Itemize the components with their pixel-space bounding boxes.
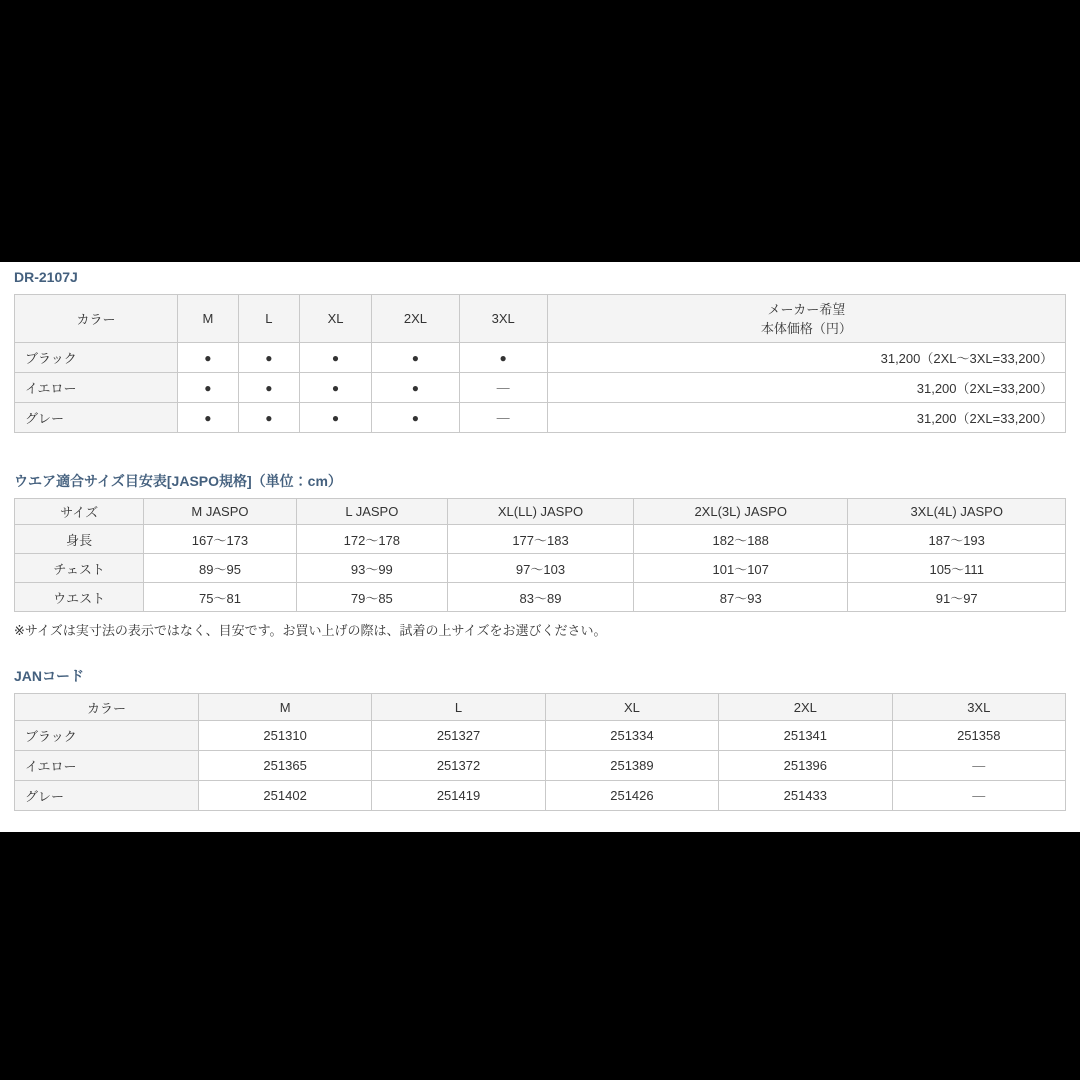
availability-price-table — [14, 294, 1066, 433]
table-row — [15, 525, 1066, 554]
data-cell: 97～103 — [448, 554, 634, 583]
data-cell: 31,200（2XL=33,200） — [547, 403, 1065, 433]
table-row — [15, 583, 1066, 612]
table-row — [15, 343, 1066, 373]
column-header: XL — [299, 295, 372, 343]
column-header: 3XL(4L) JASPO — [848, 499, 1066, 525]
data-cell: ● — [299, 373, 372, 403]
header-row — [15, 295, 1066, 343]
data-cell: 251419 — [372, 781, 545, 811]
data-cell: 187～193 — [848, 525, 1066, 554]
data-cell: 251396 — [719, 751, 892, 781]
data-cell: 251334 — [545, 721, 718, 751]
data-cell: 31,200（2XL=33,200） — [547, 373, 1065, 403]
table-row — [15, 554, 1066, 583]
data-cell: ● — [238, 373, 299, 403]
row-header-cell: イエロー — [15, 751, 199, 781]
data-cell: 167～173 — [144, 525, 296, 554]
data-cell: 177～183 — [448, 525, 634, 554]
column-header: L — [372, 694, 545, 721]
data-cell: 89～95 — [144, 554, 296, 583]
data-cell: 93～99 — [296, 554, 447, 583]
header-row — [15, 499, 1066, 525]
data-cell: 87～93 — [634, 583, 848, 612]
column-header: L JASPO — [296, 499, 447, 525]
data-cell: 251358 — [892, 721, 1065, 751]
data-cell: 182～188 — [634, 525, 848, 554]
data-cell: 251327 — [372, 721, 545, 751]
data-cell: 91～97 — [848, 583, 1066, 612]
column-header: XL(LL) JASPO — [448, 499, 634, 525]
column-header: カラー — [15, 694, 199, 721]
column-header: 2XL(3L) JASPO — [634, 499, 848, 525]
product-code-title: DR-2107J — [14, 269, 78, 285]
data-cell: 251433 — [719, 781, 892, 811]
jan-code-title: JANコード — [14, 668, 85, 684]
table-row — [15, 751, 1066, 781]
row-header-cell: チェスト — [15, 554, 144, 583]
data-cell: 83～89 — [448, 583, 634, 612]
jan-code-table — [14, 693, 1066, 811]
column-header: カラー — [15, 295, 178, 343]
data-cell: — — [892, 781, 1065, 811]
data-cell: ● — [177, 343, 238, 373]
letterbox-bottom — [0, 832, 1080, 1080]
column-header: M — [177, 295, 238, 343]
column-header-line: メーカー希望 — [767, 301, 846, 317]
letterbox-top — [0, 0, 1080, 262]
data-cell: ● — [299, 403, 372, 433]
header-row — [15, 694, 1066, 721]
data-cell: 172～178 — [296, 525, 447, 554]
table-row — [15, 781, 1066, 811]
data-cell: ● — [177, 373, 238, 403]
jaspo-size-table — [14, 498, 1066, 612]
data-cell: 251402 — [198, 781, 371, 811]
data-cell: 251341 — [719, 721, 892, 751]
data-cell: — — [892, 751, 1065, 781]
table-row — [15, 721, 1066, 751]
data-cell: 251372 — [372, 751, 545, 781]
column-header: L — [238, 295, 299, 343]
data-cell: 251310 — [198, 721, 371, 751]
row-header-cell: ブラック — [15, 721, 199, 751]
row-header-cell: グレー — [15, 781, 199, 811]
data-cell: 251365 — [198, 751, 371, 781]
data-cell: 251426 — [545, 781, 718, 811]
data-cell: 75～81 — [144, 583, 296, 612]
size-chart-title: ウエア適合サイズ目安表[JASPO規格]（単位：cm） — [14, 473, 342, 489]
data-cell: — — [459, 373, 547, 403]
column-header: M JASPO — [144, 499, 296, 525]
column-header: 3XL — [459, 295, 547, 343]
data-cell: ● — [238, 343, 299, 373]
data-cell: ● — [238, 403, 299, 433]
content-area — [0, 262, 1080, 832]
data-cell: ● — [177, 403, 238, 433]
data-cell: 251389 — [545, 751, 718, 781]
size-note: ※サイズは実寸法の表示ではなく、目安です。お買い上げの際は、試着の上サイズをお選びください。 — [14, 623, 607, 638]
data-cell: ● — [372, 403, 459, 433]
data-cell: 105～111 — [848, 554, 1066, 583]
table-row — [15, 373, 1066, 403]
data-cell: ● — [459, 343, 547, 373]
data-cell: 101～107 — [634, 554, 848, 583]
data-cell: 31,200（2XL～3XL=33,200） — [547, 343, 1065, 373]
row-header-cell: イエロー — [15, 373, 178, 403]
column-header — [547, 295, 1065, 343]
data-cell: ● — [299, 343, 372, 373]
column-header: M — [198, 694, 371, 721]
row-header-cell: グレー — [15, 403, 178, 433]
column-header: 3XL — [892, 694, 1065, 721]
column-header: 2XL — [372, 295, 459, 343]
data-cell: ● — [372, 343, 459, 373]
column-header: XL — [545, 694, 718, 721]
row-header-cell: ブラック — [15, 343, 178, 373]
table-row — [15, 403, 1066, 433]
data-cell: ● — [372, 373, 459, 403]
data-cell: 79～85 — [296, 583, 447, 612]
column-header: 2XL — [719, 694, 892, 721]
column-header-line: 本体価格（円） — [760, 320, 852, 336]
data-cell: — — [459, 403, 547, 433]
row-header-cell: 身長 — [15, 525, 144, 554]
column-header: サイズ — [15, 499, 144, 525]
row-header-cell: ウエスト — [15, 583, 144, 612]
